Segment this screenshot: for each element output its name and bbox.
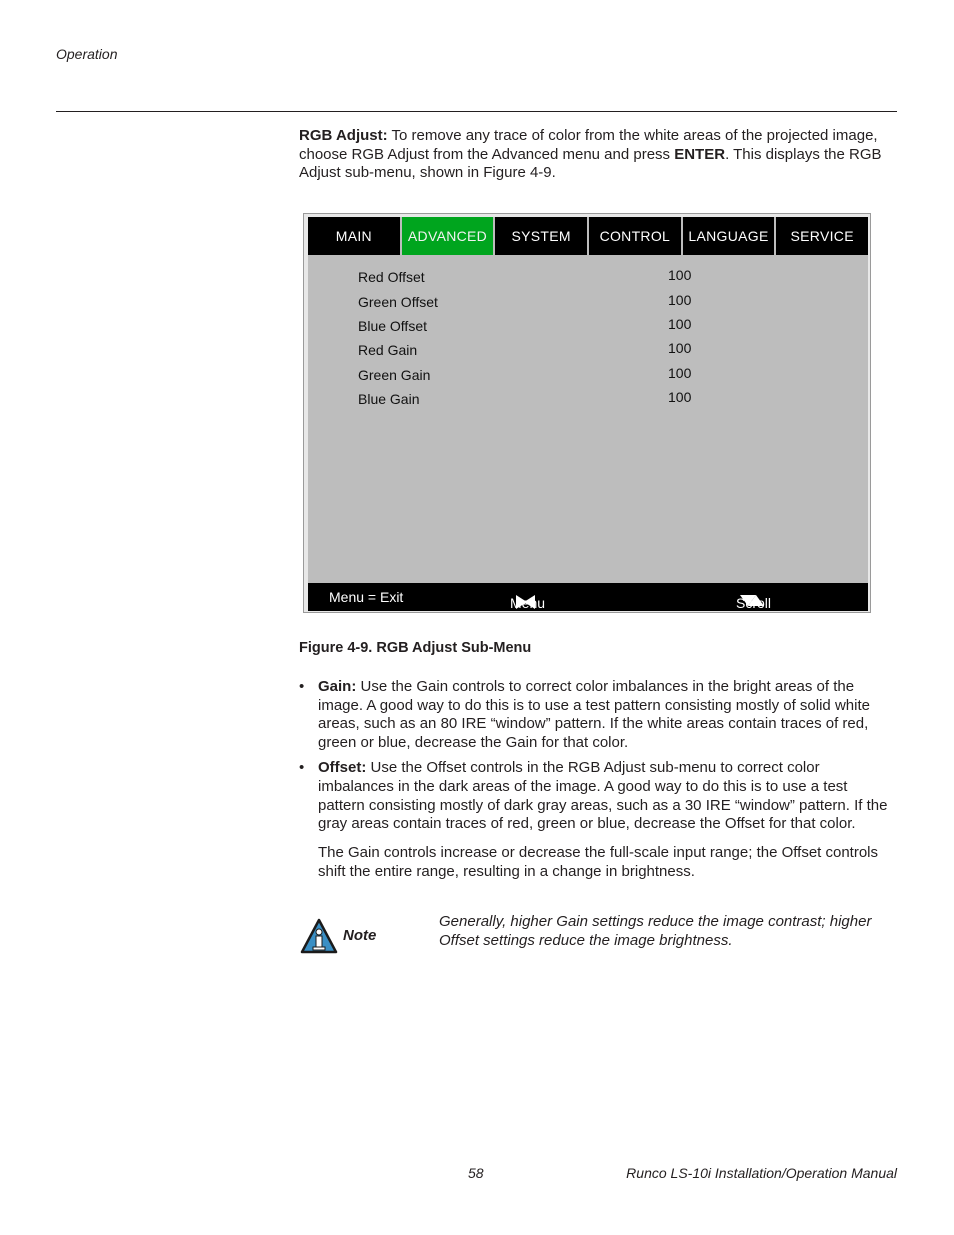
bullet-mark: • <box>299 678 305 695</box>
header-rule <box>56 111 897 112</box>
menu-row-red-offset[interactable] <box>308 269 868 293</box>
menu-row-label: Blue Offset <box>358 318 428 334</box>
note-label: Note <box>343 927 377 944</box>
tab-control[interactable]: CONTROL <box>589 217 683 255</box>
intro-term: RGB Adjust: <box>299 127 388 144</box>
menu-row-red-gain[interactable] <box>308 342 868 366</box>
tab-advanced[interactable]: ADVANCED <box>402 217 496 255</box>
intro-text-2: . This displays the RGB Adjust sub-menu, shown in Figure 4-9. <box>299 145 882 182</box>
tab-system[interactable]: SYSTEM <box>495 217 589 255</box>
arrow-down-icon <box>740 595 756 606</box>
menu-row-label: Green Offset <box>358 294 438 310</box>
tab-main[interactable]: MAIN <box>308 217 402 255</box>
manual-title: Runco LS-10i Installation/Operation Manual <box>626 1165 897 1181</box>
osd-tab-bar <box>308 217 868 255</box>
running-header: Operation <box>56 46 118 62</box>
note-icon <box>300 918 338 954</box>
footer-select-label: Menu Select <box>510 595 549 627</box>
menu-row-label: Blue Gain <box>358 391 420 407</box>
osd-panel <box>308 217 868 627</box>
list-item <box>299 759 897 833</box>
page-number: 58 <box>468 1165 484 1181</box>
bullet-text: Use the Gain controls to correct color imbalances in the bright areas of the image. A good way to do this is to use a test pattern consisting mostly of solid white areas, such as an 80 IRE “window” pattern. If the white areas contain traces of red, green or blue, decrease the Gain for that color. <box>318 678 870 751</box>
figure-caption: Figure 4-9. RGB Adjust Sub-Menu <box>299 640 532 656</box>
bullet-mark: • <box>299 759 305 777</box>
menu-row-value: 100 <box>668 267 692 283</box>
menu-row-blue-offset[interactable] <box>308 318 868 342</box>
menu-row-value: 100 <box>668 316 692 332</box>
osd-screenshot <box>303 213 871 627</box>
intro-text-1: To remove any trace of color from the white areas of the projected image, choose RGB Adjust from the Advanced menu and press <box>299 127 878 163</box>
bullet-list <box>299 678 897 841</box>
menu-row-value: 100 <box>668 340 692 356</box>
menu-row-value: 100 <box>668 365 692 381</box>
menu-row-green-offset[interactable] <box>308 294 868 318</box>
bullet-term: Offset: <box>318 759 367 777</box>
menu-row-value: 100 <box>668 292 692 308</box>
footer-exit-hint: Menu = Exit <box>329 589 404 605</box>
menu-row-label: Red Offset <box>358 269 425 285</box>
osd-footer-bar <box>308 583 868 627</box>
arrow-right-icon <box>516 595 527 609</box>
menu-row-blue-gain[interactable] <box>308 391 868 415</box>
menu-row-value: 100 <box>668 389 692 405</box>
footer-scroll-label: Scroll <box>736 595 772 611</box>
intro-paragraph <box>299 127 897 183</box>
tab-service[interactable]: SERVICE <box>790 228 854 244</box>
menu-row-green-gain[interactable] <box>308 367 868 391</box>
list-item <box>299 678 897 752</box>
menu-row-label: Red Gain <box>358 342 418 358</box>
bullet-text: Use the Offset controls in the RGB Adjust sub-menu to correct color imbalances in the dark areas of the image. A good way to do this is to use a test pattern consisting mostly of dark gray areas, such as a 30 IRE “window” pattern. If the gray areas contain traces of red, green or blue, decrease the Offset for that color. <box>318 759 888 833</box>
note-text: Generally, higher Gain settings reduce the image contrast; higher Offset settings reduce the image brightness. <box>439 913 872 949</box>
intro-key: ENTER <box>674 145 726 163</box>
follow-paragraph: The Gain controls increase or decrease the full-scale input range; the Offset controls shift the entire range, resulting in a change in brightness. <box>318 844 879 880</box>
menu-row-label: Green Gain <box>358 367 431 383</box>
bullet-term: Gain: <box>318 678 357 695</box>
tab-language[interactable]: LANGUAGE <box>683 217 777 255</box>
